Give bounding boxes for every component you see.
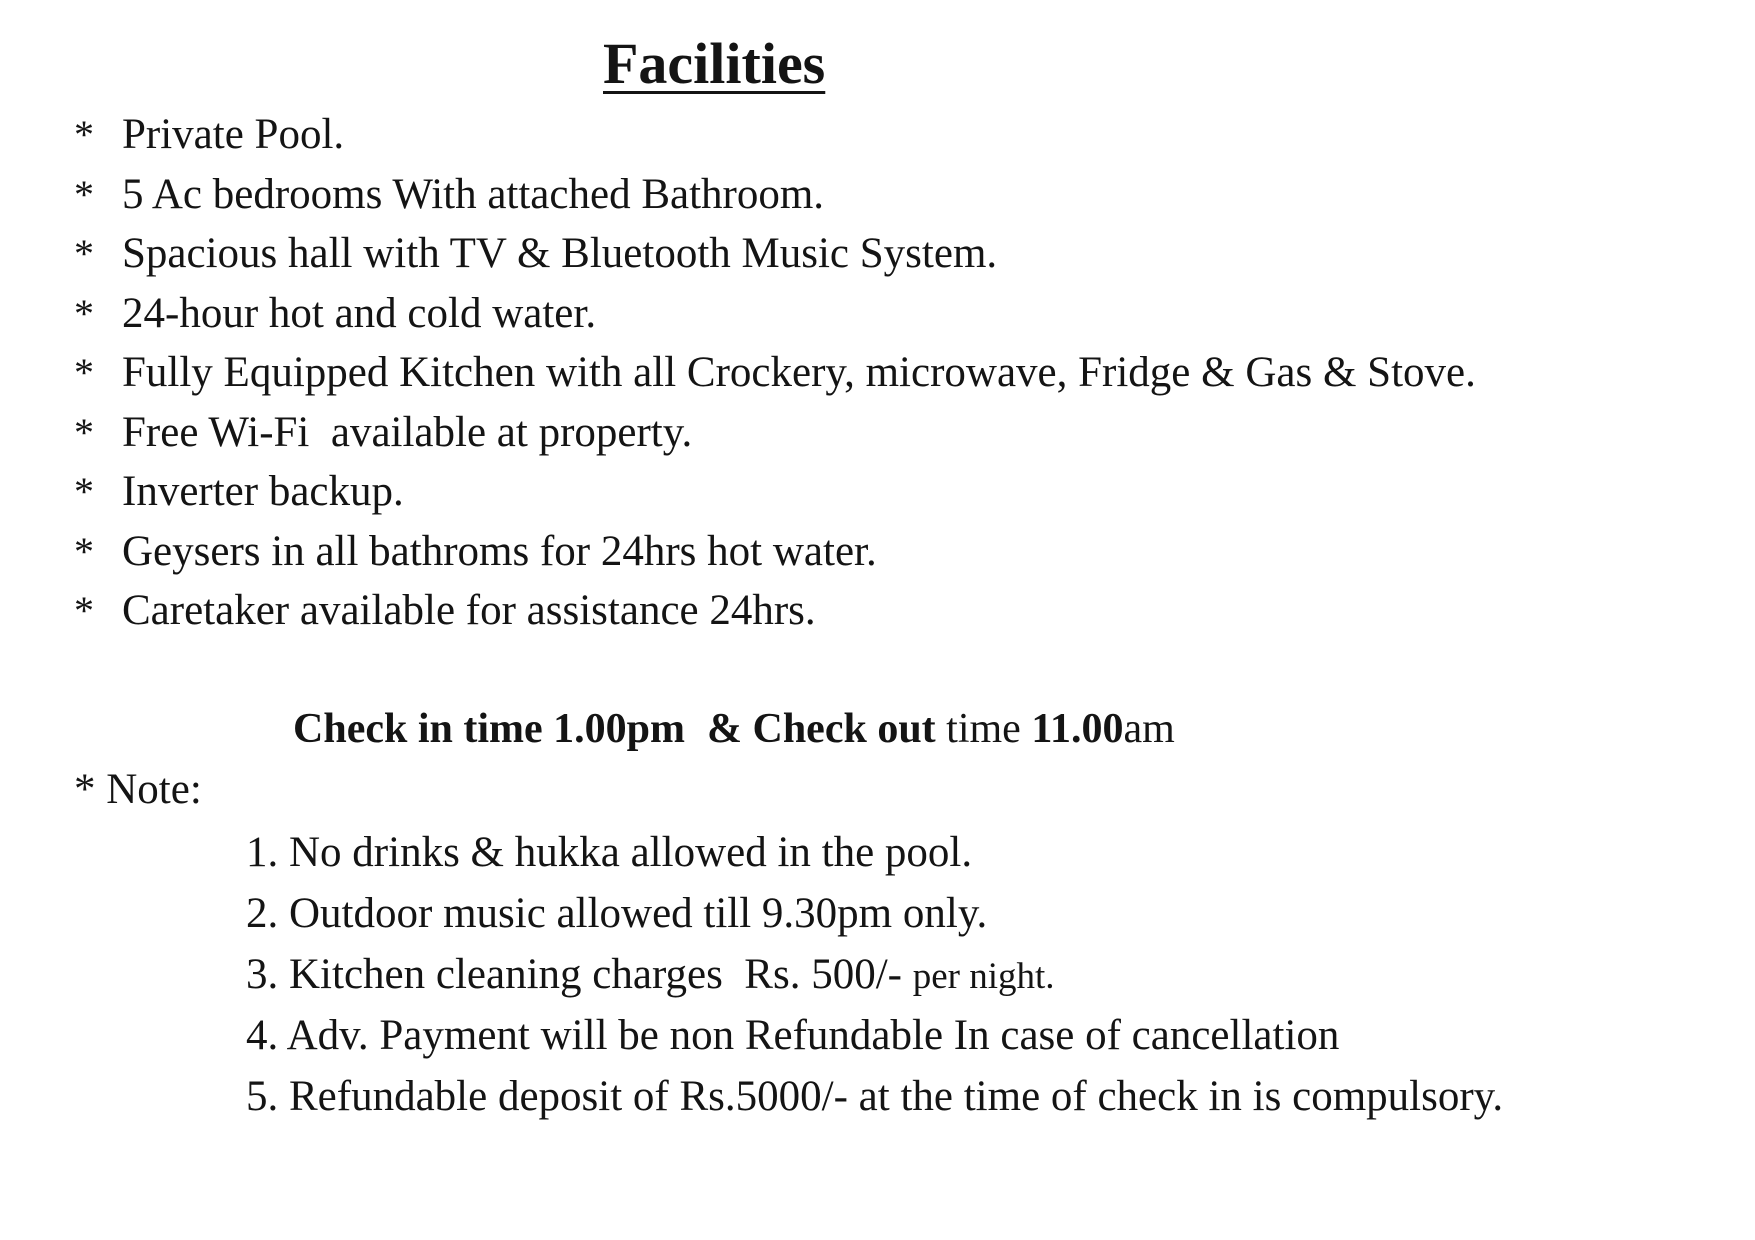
bullet-symbol: * [74, 171, 94, 217]
facility-text: Fully Equipped Kitchen with all Crockery, microwave, Fridge & Gas & Stove. [122, 349, 1476, 396]
facility-text: Spacious hall with TV & Bluetooth Music System. [122, 230, 998, 277]
list-item [74, 462, 1476, 522]
facilities-list [74, 105, 1476, 641]
checkout-time-word: time [946, 706, 1032, 752]
notes-list [246, 822, 1503, 1127]
bullet-symbol: * [74, 588, 94, 633]
list-item [246, 883, 1503, 944]
list-item [74, 403, 1476, 463]
list-item [74, 343, 1476, 403]
facility-text: Caretaker available for assistance 24hrs. [122, 587, 816, 634]
list-item [74, 284, 1476, 344]
bullet-symbol: * [74, 290, 94, 336]
bullet-symbol: * [74, 409, 94, 455]
page-title: Facilities [603, 31, 826, 96]
checkout-time-value: 11.00 [1031, 706, 1124, 752]
list-item [74, 224, 1476, 284]
bullet-symbol: * [74, 231, 94, 276]
list-item [246, 944, 1503, 1005]
facility-text: 24-hour hot and cold water. [122, 289, 597, 337]
facility-text: Private Pool. [122, 111, 345, 158]
note-text: 4. Adv. Payment will be non Refundable In case of cancellation [246, 1012, 1340, 1059]
checkin-checkout-times [293, 705, 1175, 753]
facility-text: Free Wi-Fi available at property. [122, 408, 693, 456]
list-item [74, 105, 1476, 165]
note-heading: * Note: [74, 766, 202, 813]
bullet-symbol: * [74, 528, 94, 574]
note-text: 1. No drinks & hukka allowed in the pool. [246, 829, 973, 876]
list-item [74, 581, 1476, 641]
bullet-symbol: * [74, 112, 94, 157]
facility-text: Inverter backup. [122, 468, 404, 515]
bullet-symbol: * [74, 350, 94, 395]
list-item [246, 1066, 1503, 1127]
list-item [246, 1005, 1503, 1066]
checkout-label: & Check out [707, 706, 947, 752]
note-text: 2. Outdoor music allowed till 9.30pm only. [246, 890, 988, 937]
list-item [74, 522, 1476, 582]
bullet-symbol: * [74, 469, 94, 514]
note-text: 5. Refundable deposit of Rs.5000/- at the time of check in is compulsory. [246, 1073, 1504, 1120]
note-text: 3. Kitchen cleaning charges Rs. 500/- [246, 951, 913, 998]
list-item [74, 165, 1476, 225]
checkout-time-suffix: am [1123, 706, 1175, 752]
list-item [246, 822, 1503, 883]
note-text-tail: per night. [912, 956, 1055, 997]
facility-text: Geysers in all bathroms for 24hrs hot water. [122, 527, 877, 575]
checkin-time: Check in time 1.00pm [293, 706, 685, 752]
facility-text: 5 Ac bedrooms With attached Bathroom. [122, 170, 825, 218]
